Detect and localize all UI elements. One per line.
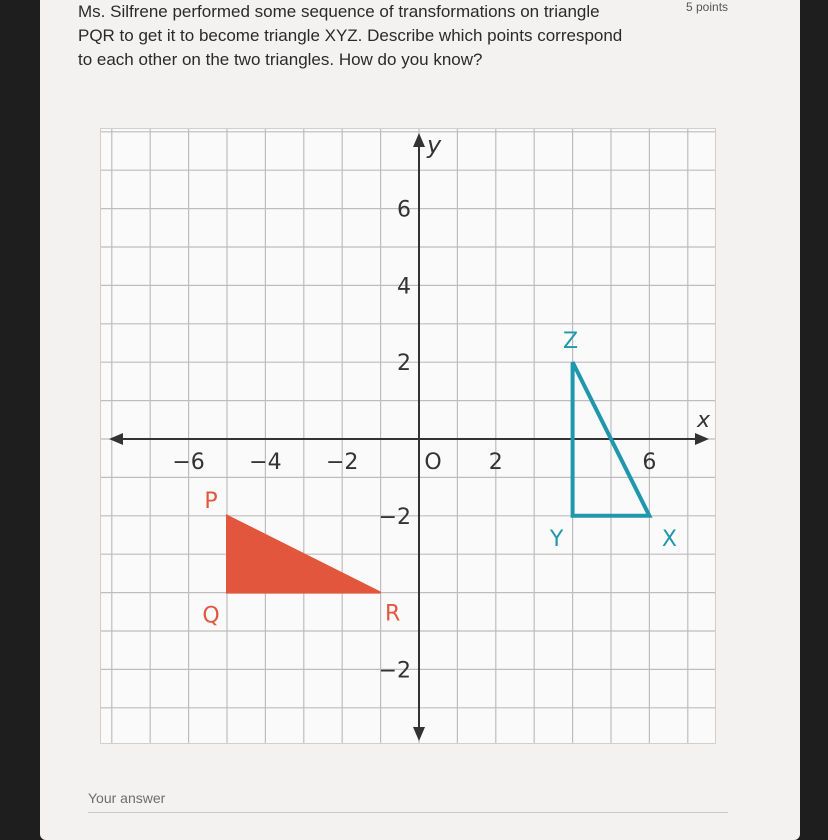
y-axis-label: y xyxy=(427,131,442,159)
vertex-label-p: P xyxy=(204,488,218,514)
vertex-label-q: Q xyxy=(202,603,220,629)
vertex-label-z: Z xyxy=(563,329,579,355)
question-line-1: Ms. Silfrene performed some sequence of transformations on triangle xyxy=(78,2,600,21)
vertex-label-y: Y xyxy=(549,526,564,552)
x-tick-label: 2 xyxy=(488,450,503,475)
vertex-label-x: X xyxy=(661,526,677,552)
question-line-3: to each other on the two triangles. How do you know? xyxy=(78,50,483,69)
y-tick-label: 6 xyxy=(397,197,411,223)
answer-input[interactable] xyxy=(88,812,728,813)
coordinate-graph xyxy=(100,128,716,744)
x-tick-label: −4 xyxy=(249,450,282,475)
graph-svg xyxy=(101,129,715,743)
y-tick-label: −2 xyxy=(378,504,411,530)
x-tick-label: −2 xyxy=(325,450,359,475)
x-tick-label: 6 xyxy=(642,450,657,475)
y-tick-label: 4 xyxy=(397,274,411,300)
x-axis-arrow-right xyxy=(695,433,709,445)
question-text xyxy=(78,0,678,72)
y-axis-arrow-down xyxy=(413,727,425,741)
x-axis-arrow-left xyxy=(109,433,123,445)
x-tick-label: O xyxy=(424,450,442,475)
y-axis-arrow-up xyxy=(413,133,425,147)
y-tick-label: 2 xyxy=(397,351,411,377)
x-tick-label: −6 xyxy=(172,450,205,475)
question-line-2: PQR to get it to become triangle XYZ. Describe which points correspond xyxy=(78,26,623,45)
answer-label: Your answer xyxy=(88,790,166,806)
points-label: 5 points xyxy=(686,0,729,14)
x-axis-label: x xyxy=(697,408,711,433)
vertex-label-r: R xyxy=(384,601,401,627)
y-tick-label: −2 xyxy=(378,658,411,684)
